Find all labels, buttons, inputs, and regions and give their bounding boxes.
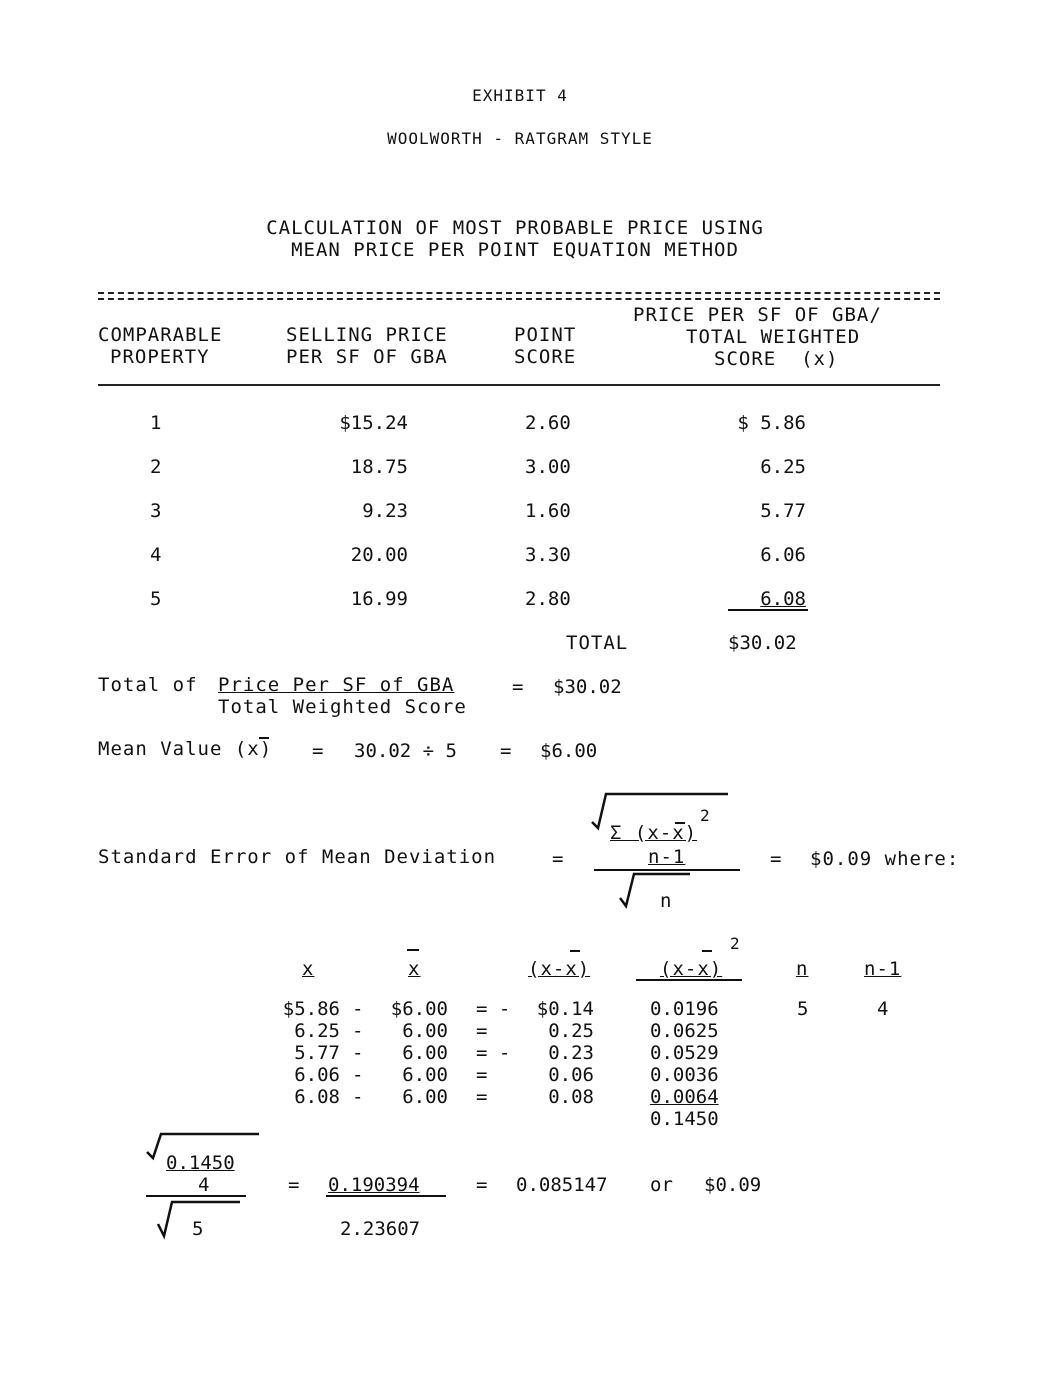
final-result: 0.085147 (516, 1174, 608, 1196)
std-err-square: 2 (700, 806, 711, 825)
header-rule (98, 384, 940, 386)
final-root-n: 5 (192, 1218, 204, 1240)
col-header-price-1: SELLING PRICE (286, 324, 448, 346)
row-3-property: 3 (150, 500, 162, 522)
mean-equals-1: = (312, 740, 324, 762)
dev-row-3-minus: - (352, 1042, 364, 1064)
final-result-fraction-bar (326, 1195, 446, 1197)
col-header-x-3: SCORE (x) (714, 348, 839, 370)
dev-row-5-minus: - (352, 1086, 364, 1108)
row-4-property: 4 (150, 544, 162, 566)
row-5-score: 2.80 (525, 588, 571, 610)
mean-value: $6.00 (540, 740, 598, 762)
dev-row-2-eq: = (476, 1020, 488, 1042)
dev-row-3-diff: 0.23 (548, 1042, 594, 1064)
row-3-price: 9.23 (362, 500, 408, 522)
dev-header-xbar-overline (407, 949, 419, 951)
dev-row-5-x: 6.08 (294, 1086, 340, 1108)
dev-row-3-xbar: 6.00 (402, 1042, 448, 1064)
std-err-fraction-bar (594, 869, 740, 871)
final-equals-1: = (288, 1174, 300, 1196)
dev-row-1-n: 5 (797, 998, 809, 1020)
title-line-2: MEAN PRICE PER POINT EQUATION METHOD (291, 239, 739, 261)
col-header-property-1: COMPARABLE (98, 324, 223, 346)
dev-header-x: x (302, 958, 315, 980)
final-or: or (650, 1174, 673, 1196)
dev-header-n-minus-1: n-1 (864, 958, 902, 980)
row-5-property: 5 (150, 588, 162, 610)
dev-row-5-xbar: 6.00 (402, 1086, 448, 1108)
dev-row-5-diff: 0.08 (548, 1086, 594, 1108)
exhibit-label: EXHIBIT 4 (472, 86, 568, 105)
dev-row-3-x: 5.77 (294, 1042, 340, 1064)
col-header-x-2: TOTAL WEIGHTED (686, 326, 861, 348)
std-err-result: $0.09 where: (810, 848, 960, 870)
row-5-price: 16.99 (350, 588, 408, 610)
total-label: TOTAL (566, 632, 629, 654)
dev-row-2-x: 6.25 (294, 1020, 340, 1042)
final-rounded: $0.09 (704, 1174, 762, 1196)
dev-header-sq: (x-x) (660, 958, 723, 980)
mean-expression: 30.02 ÷ 5 (354, 740, 457, 762)
dev-row-4-xbar: 6.00 (402, 1064, 448, 1086)
radical-sign-icon (618, 872, 698, 912)
final-inner-denominator: 4 (198, 1174, 210, 1196)
dev-header-n: n (796, 958, 809, 980)
dev-row-2-xbar: 6.00 (402, 1020, 448, 1042)
std-err-xbar-overline (675, 822, 685, 824)
dev-header-sq-underline (636, 979, 742, 981)
row-5-underline (728, 609, 808, 611)
dev-row-1-minus: - (352, 998, 364, 1020)
total-of-numerator: Price Per SF of GBA (218, 674, 455, 696)
dev-header-sq-exponent: 2 (730, 934, 741, 953)
row-1-x: $ 5.86 (737, 412, 806, 434)
std-err-equals-2: = (770, 848, 783, 870)
final-fraction-bar (146, 1195, 246, 1197)
total-value: $30.02 (728, 632, 797, 654)
total-of-equals: = (512, 676, 525, 698)
mean-label: Mean Value (x) (98, 738, 273, 760)
row-2-score: 3.00 (525, 456, 571, 478)
dev-row-1-n1: 4 (877, 998, 889, 1020)
total-of-denominator: Total Weighted Score (218, 696, 467, 718)
row-3-score: 1.60 (525, 500, 571, 522)
dev-row-2-sq: 0.0625 (650, 1020, 719, 1042)
row-4-score: 3.30 (525, 544, 571, 566)
std-err-n-minus-1: n-1 (648, 846, 686, 868)
dev-row-2-diff: 0.25 (548, 1020, 594, 1042)
col-header-property-2: PROPERTY (110, 346, 210, 368)
row-4-price: 20.00 (350, 544, 408, 566)
dev-row-3-sq: 0.0529 (650, 1042, 719, 1064)
std-err-n: n (660, 890, 673, 912)
dev-row-1-xbar: $6.00 (390, 998, 448, 1020)
row-3-x: 5.77 (760, 500, 806, 522)
row-2-x: 6.25 (760, 456, 806, 478)
total-of-value: $30.02 (553, 676, 622, 698)
dev-row-3-eq: = - (476, 1042, 511, 1064)
row-5-x: 6.08 (760, 588, 806, 610)
dev-row-1-eq: = - (476, 998, 511, 1020)
final-inner-numerator: 0.1450 (166, 1152, 235, 1174)
double-rule (98, 292, 940, 300)
final-fraction-numerator: 0.190394 (328, 1174, 420, 1196)
dev-row-1-x: $5.86 (282, 998, 340, 1020)
dev-row-4-x: 6.06 (294, 1064, 340, 1086)
std-err-label: Standard Error of Mean Deviation (98, 846, 497, 868)
dev-row-2-minus: - (352, 1020, 364, 1042)
dev-header-xbar: x (408, 958, 421, 980)
std-err-sum: Σ (x-x) (610, 822, 698, 844)
total-of-prefix: Total of (98, 674, 198, 696)
title-line-1: CALCULATION OF MOST PROBABLE PRICE USING (266, 217, 764, 239)
row-2-price: 18.75 (350, 456, 408, 478)
dev-row-4-minus: - (352, 1064, 364, 1086)
col-header-score-2: SCORE (514, 346, 577, 368)
row-1-price: $15.24 (339, 412, 408, 434)
dev-row-5-eq: = (476, 1086, 488, 1108)
col-header-price-2: PER SF OF GBA (286, 346, 448, 368)
std-err-equals: = (552, 848, 565, 870)
dev-row-4-sq: 0.0036 (650, 1064, 719, 1086)
dev-header-sq-overline (702, 950, 712, 952)
dev-total: 0.1450 (650, 1108, 719, 1130)
dev-row-4-diff: 0.06 (548, 1064, 594, 1086)
dev-header-diff-overline (570, 950, 580, 952)
dev-header-diff: (x-x) (528, 958, 591, 980)
row-1-score: 2.60 (525, 412, 571, 434)
dev-row-1-sq: 0.0196 (650, 998, 719, 1020)
dev-row-5-sq: 0.0064 (650, 1086, 719, 1108)
subject-line: WOOLWORTH - RATGRAM STYLE (387, 129, 653, 148)
col-header-x-1: PRICE PER SF OF GBA/ (633, 304, 882, 326)
final-equals-2: = (476, 1174, 488, 1196)
col-header-score-1: POINT (514, 324, 577, 346)
row-4-x: 6.06 (760, 544, 806, 566)
final-fraction-denominator: 2.23607 (340, 1218, 421, 1240)
mean-xbar-overline (259, 737, 269, 739)
row-1-property: 1 (150, 412, 162, 434)
dev-row-1-diff: $0.14 (536, 998, 594, 1020)
row-2-property: 2 (150, 456, 162, 478)
mean-equals-2: = (500, 740, 512, 762)
dev-row-4-eq: = (476, 1064, 488, 1086)
